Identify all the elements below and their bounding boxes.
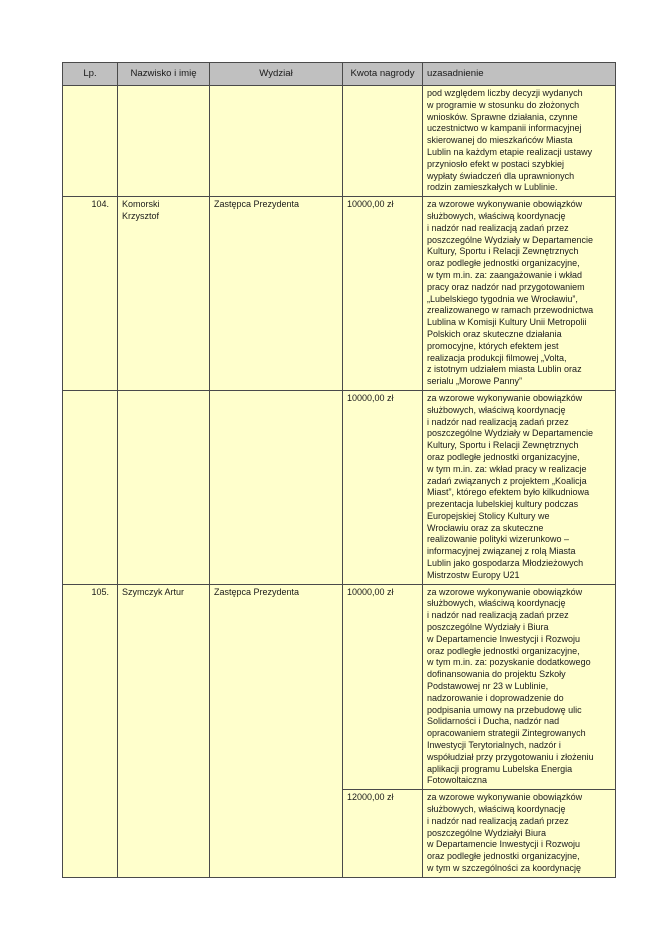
header-justification: uzasadnienie bbox=[423, 63, 616, 86]
table-row bbox=[63, 197, 616, 391]
department-cell: Zastępca Prezydenta bbox=[210, 197, 343, 391]
name-cell: Szymczyk Artur bbox=[118, 584, 210, 877]
table-row bbox=[63, 390, 616, 584]
lp-cell: 105. bbox=[63, 584, 118, 877]
awards-table bbox=[62, 62, 616, 878]
amount-cell: 10000,00 zł bbox=[343, 584, 423, 790]
department-cell bbox=[210, 390, 343, 584]
name-cell bbox=[118, 390, 210, 584]
table-row bbox=[63, 86, 616, 197]
justification-cell: za wzorowe wykonywanie obowiązków służbowych, właściwą koordynację i nadzór nad realizacją zadań przez poszczególne Wydziały i Biura w Departamencie Inwestycji i Rozwoju oraz podległe jednostki organizacyjne, w tym m.in. za: pozyskanie dodatkowego dofinansowania do projektu Szkoły Podstawowej nr 23 w Lublinie, nadzorowanie i doprowadzenie do podpisania umowy na przebudowę ulic Solidarności i Ducha, nadzór nad opracowaniem strategii Zintegrowanych Inwestycji Terytorialnych, nadzór i współudział przy przygotowaniu i złożeniu aplikacji programu Lubelska Energia Fotowoltaiczna bbox=[423, 584, 616, 790]
justification-cell: za wzorowe wykonywanie obowiązków służbowych, właściwą koordynację i nadzór nad realizacją zadań przez poszczególne Wydziały w Departamencie Kultury, Sportu i Relacji Zewnętrznych oraz podległe jednostki organizacyjne, w tym m.in. za: zaangażowanie i wkład pracy oraz nadzór nad przygotowaniem „Lubelskiego tygodnia we Wrocławiu”, zrealizowanego w ramach przewodnictwa Lublina w Komisji Kultury Unii Metropolii Polskich oraz skuteczne działania promocyjne, których efektem jest realizacja produkcji filmowej „Volta, z istotnym udziałem miasta Lublin oraz serialu „Morowe Panny” bbox=[423, 197, 616, 391]
lp-cell bbox=[63, 86, 118, 197]
justification-cell: za wzorowe wykonywanie obowiązków służbowych, właściwą koordynację i nadzór nad realizacją zadań przez poszczególne Wydziałyi Biura w Departamencie Inwestycji i Rozwoju oraz podległe jednostki organizacyjne, w tym w szczególności za koordynację bbox=[423, 790, 616, 878]
header-amount: Kwota nagrody bbox=[343, 63, 423, 86]
table-row bbox=[63, 584, 616, 790]
name-cell bbox=[118, 86, 210, 197]
lp-cell: 104. bbox=[63, 197, 118, 391]
department-cell bbox=[210, 86, 343, 197]
header-row bbox=[63, 63, 616, 86]
header-lp: Lp. bbox=[63, 63, 118, 86]
header-department: Wydział bbox=[210, 63, 343, 86]
justification-cell: pod względem liczby decyzji wydanych w programie w stosunku do złożonych wniosków. Sprawne działania, czynne uczestnictwo w kampanii informacyjnej skierowanej do mieszkańców Miasta Lublin na każdym etapie realizacji ustawy przyniosło efekt w postaci szybkiej wypłaty świadczeń dla uprawnionych rodzin zamieszkałych w Lublinie. bbox=[423, 86, 616, 197]
department-cell: Zastępca Prezydenta bbox=[210, 584, 343, 877]
header-name: Nazwisko i imię bbox=[118, 63, 210, 86]
name-cell: Komorski Krzysztof bbox=[118, 197, 210, 391]
lp-cell bbox=[63, 390, 118, 584]
amount-cell: 10000,00 zł bbox=[343, 197, 423, 391]
amount-cell: 12000,00 zł bbox=[343, 790, 423, 878]
amount-cell bbox=[343, 86, 423, 197]
amount-cell: 10000,00 zł bbox=[343, 390, 423, 584]
justification-cell: za wzorowe wykonywanie obowiązków służbowych, właściwą koordynację i nadzór nad realizacją zadań przez poszczególne Wydziały w Departamencie Kultury, Sportu i Relacji Zewnętrznych oraz podległe jednostki organizacyjne, w tym m.in. za: wkład pracy w realizacje zadań związanych z projektem „Koalicja Miast”, którego efektem było kilkudniowa prezentacja lubelskiej kultury podczas Europejskiej Stolicy Kultury we Wrocławiu oraz za skuteczne realizowanie polityki wizerunkowo – informacyjnej związanej z rolą Miasta Lublin jako gospodarza Młodzieżowych Mistrzostw Europy U21 bbox=[423, 390, 616, 584]
